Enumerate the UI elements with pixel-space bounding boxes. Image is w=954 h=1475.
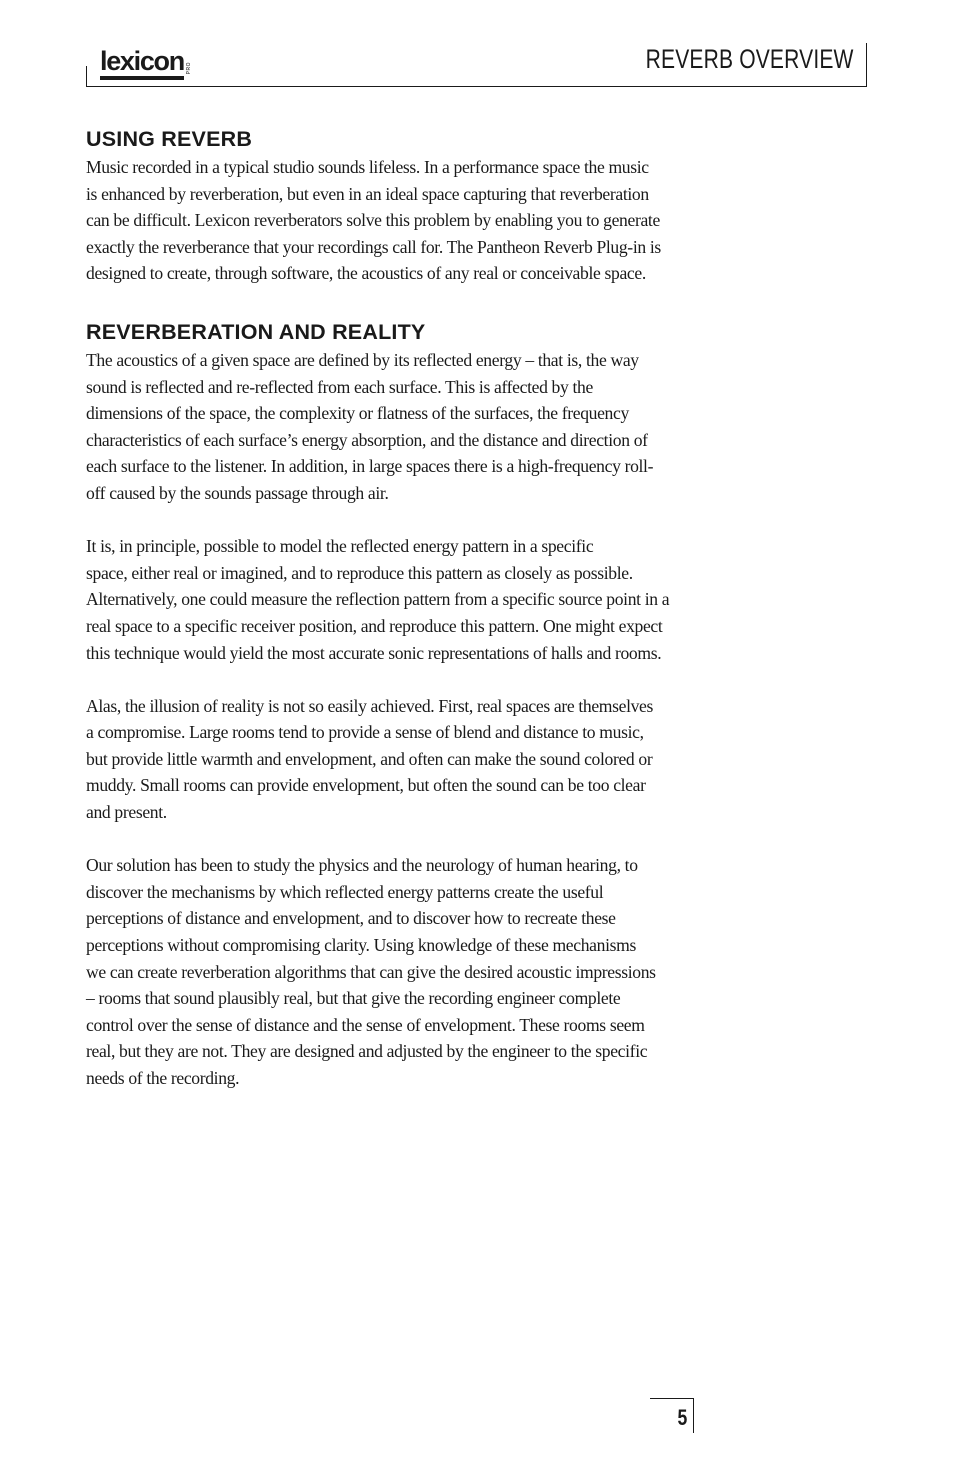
text-line: each surface to the listener. In addition, in large spaces there is a high-frequency roll- xyxy=(86,456,654,477)
text-line: Our solution has been to study the physics and the neurology of human hearing, to xyxy=(86,855,638,876)
text-line: Music recorded in a typical studio sounds lifeless. In a performance space the music xyxy=(86,157,649,177)
paragraph-modeling xyxy=(86,533,696,666)
text-line: a compromise. Large rooms tend to provide a sense of blend and distance to music, xyxy=(86,722,644,743)
logo-pro-mark: PRO xyxy=(185,61,192,74)
text-line: space, either real or imagined, and to reproduce this pattern as closely as possible. xyxy=(86,562,633,583)
text-line: control over the sense of distance and the sense of envelopment. These rooms seem xyxy=(86,1014,645,1035)
text-line: designed to create, through software, the acoustics of any real or conceivable space. xyxy=(86,263,646,284)
text-line: and present. xyxy=(86,802,167,823)
text-line: is enhanced by reverberation, but even in an ideal space capturing that reverberation xyxy=(86,183,649,204)
page-footer xyxy=(650,1398,694,1433)
text-line: muddy. Small rooms can provide envelopment, but often the sound can be too clear xyxy=(86,775,646,796)
text-line: perceptions of distance and envelopment, and to discover how to recreate these xyxy=(86,908,616,929)
text-line: sound is reflected and re-reflected from each surface. This is affected by the xyxy=(86,376,593,397)
paragraph-illusion xyxy=(86,693,696,826)
text-line: dimensions of the space, the complexity or flatness of the surfaces, the frequency xyxy=(86,403,629,424)
spacer xyxy=(86,666,696,693)
text-line: Alas, the illusion of reality is not so easily achieved. First, real spaces are themselves xyxy=(86,695,654,716)
paragraph-acoustics xyxy=(86,347,696,507)
heading-using-reverb: USING REVERB xyxy=(86,127,253,151)
spacer xyxy=(86,507,696,534)
text-line: Alternatively, one could measure the reflection pattern from a specific source point in a xyxy=(86,589,670,610)
text-line: – rooms that sound plausibly real, but that give the recording engineer complete xyxy=(86,988,621,1009)
page-header xyxy=(86,40,867,87)
text-line: off caused by the sounds passage through air. xyxy=(86,482,389,503)
header-left-rule xyxy=(86,66,87,86)
lexicon-logo xyxy=(100,42,192,80)
text-line: discover the mechanisms by which reflected energy patterns create the useful xyxy=(86,881,604,902)
header-right-rule xyxy=(866,43,867,86)
text-line: needs of the recording. xyxy=(86,1068,240,1088)
page-content xyxy=(86,124,696,1092)
text-line: exactly the reverberance that your recordings call for. The Pantheon Reverb Plug-in is xyxy=(86,236,661,257)
text-line: characteristics of each surface’s energy absorption, and the distance and direction of xyxy=(86,429,648,450)
text-line: The acoustics of a given space are defined by its reflected energy – that is, the way xyxy=(86,349,639,370)
text-line: real, but they are not. They are designed and adjusted by the engineer to the specific xyxy=(86,1041,648,1062)
text-line: but provide little warmth and envelopment, and often can make the sound colored or xyxy=(86,748,653,769)
spacer xyxy=(86,287,696,317)
text-line: real space to a specific receiver position, and reproduce this pattern. One might expect xyxy=(86,615,663,636)
paragraph-using-reverb xyxy=(86,154,696,287)
paragraph-solution xyxy=(86,852,696,1091)
page-number: 5 xyxy=(677,1405,687,1430)
text-line: can be difficult. Lexicon reverberators solve this problem by enabling you to generate xyxy=(86,210,660,231)
logo-wordmark: lexicon xyxy=(100,46,184,80)
text-line: perceptions without compromising clarity. Using knowledge of these mechanisms xyxy=(86,935,636,956)
text-line: this technique would yield the most accurate sonic representations of halls and rooms. xyxy=(86,642,662,663)
text-line: It is, in principle, possible to model the reflected energy pattern in a specific xyxy=(86,536,594,557)
heading-reverberation-and-reality: REVERBERATION AND REALITY xyxy=(86,319,426,344)
text-line: we can create reverberation algorithms that can give the desired acoustic impressions xyxy=(86,961,656,982)
section-title: REVERB OVERVIEW xyxy=(646,44,854,74)
spacer xyxy=(86,826,696,853)
